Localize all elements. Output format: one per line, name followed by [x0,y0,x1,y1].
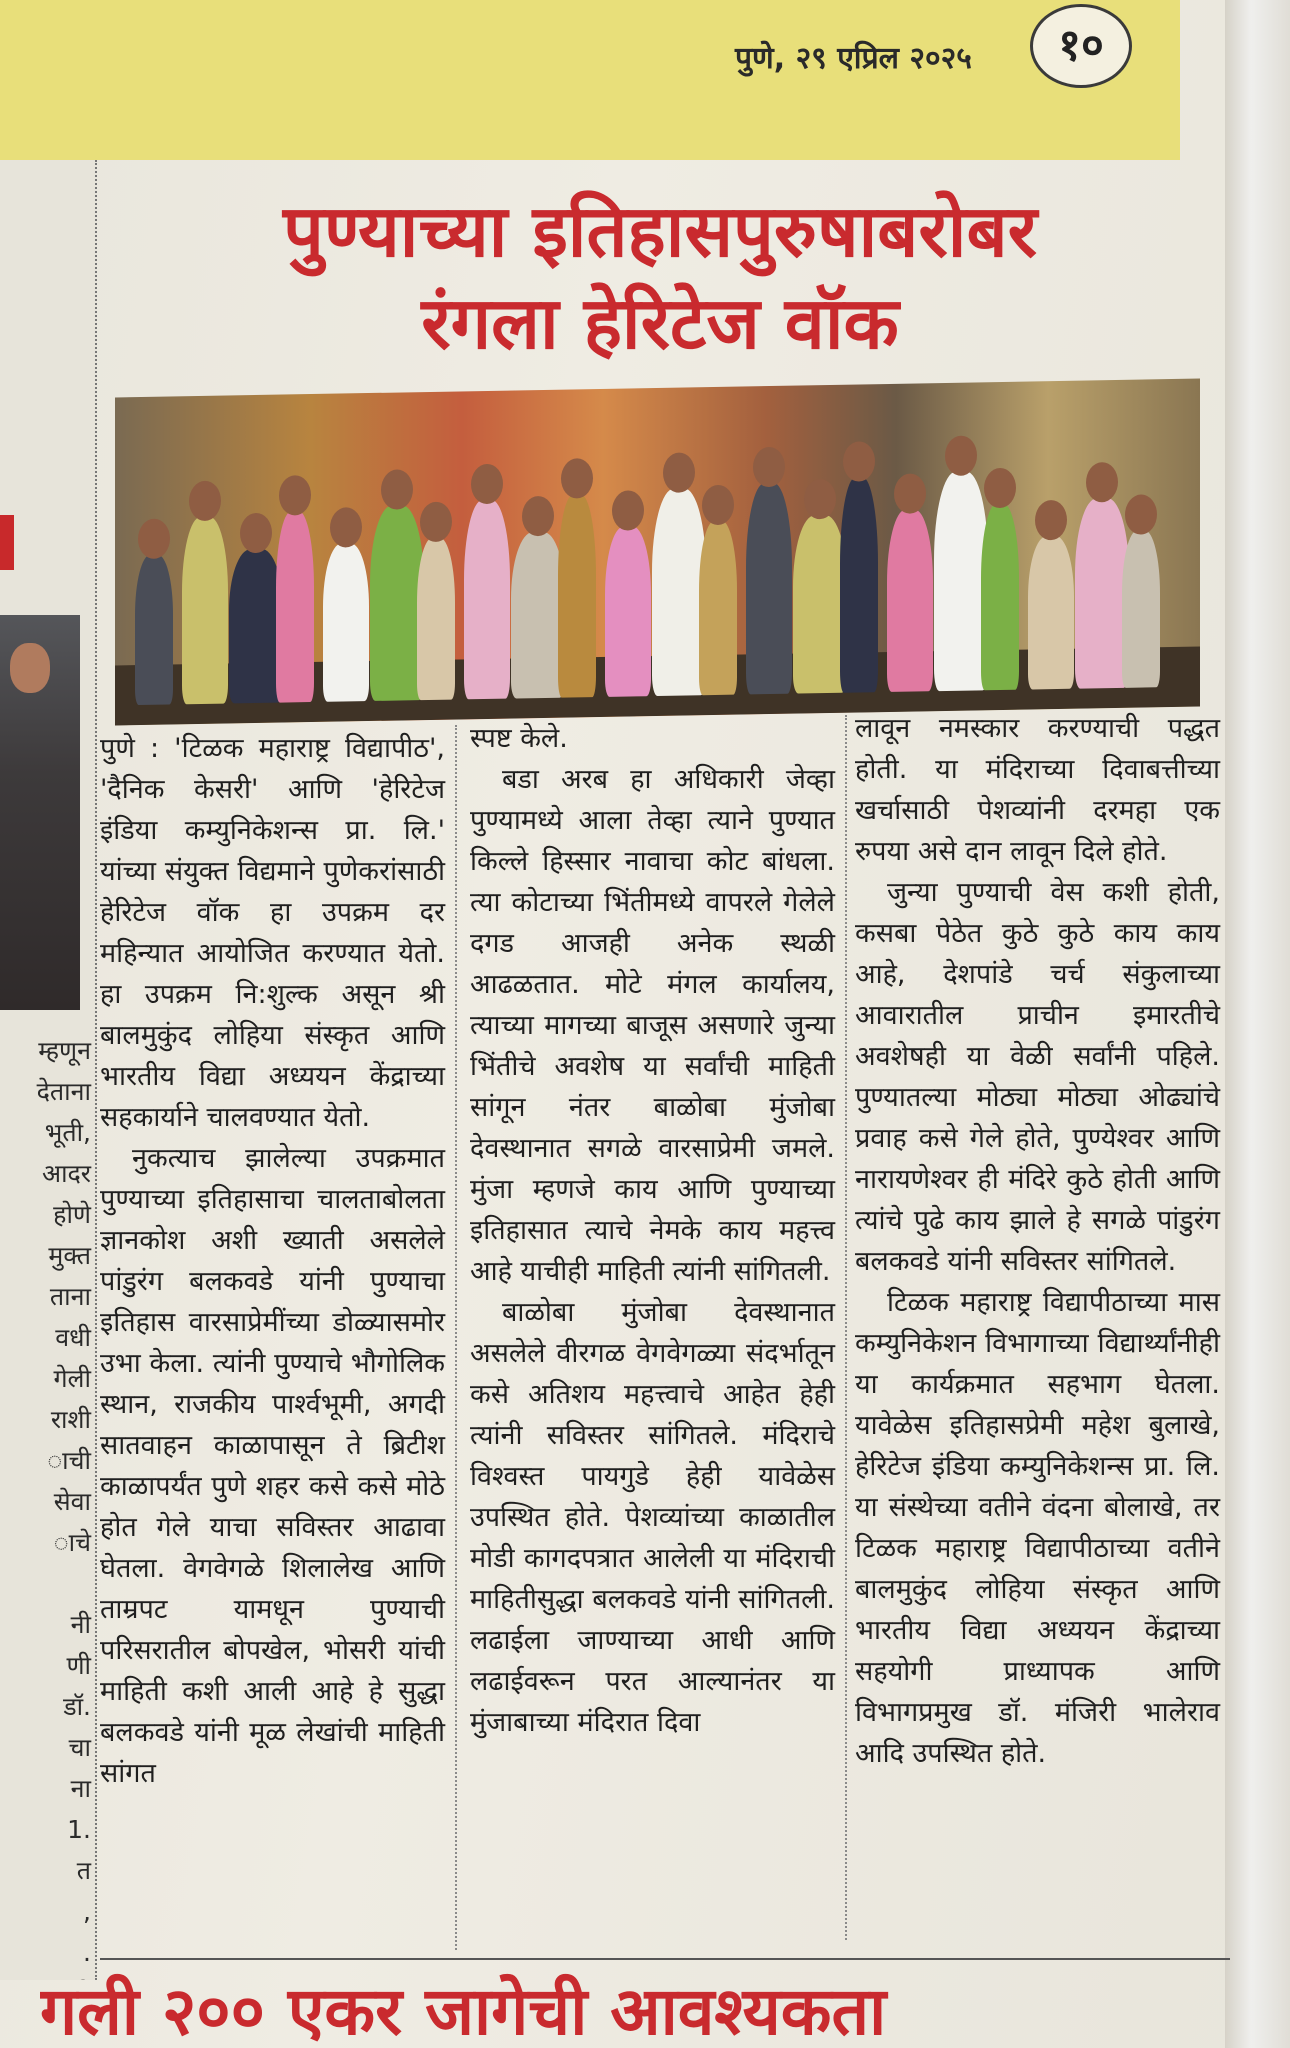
photo-figure [135,554,173,705]
bottom-rule [100,1958,1230,1960]
adjacent-text-fragment: डॉ. [63,1692,91,1721]
photo-figure [934,471,988,691]
adjacent-text-fragment: ना [70,1774,91,1803]
photo-figure [887,509,933,692]
photo-figure [370,505,424,701]
article-headline [120,185,1200,369]
next-article-headline: गली २०० एकर जागेची आवश्यकता [40,1973,887,2048]
adjacent-text-fragment: त [76,1856,91,1885]
issue-date: पुणे, २९ एप्रिल २०२५ [735,41,972,76]
adjacent-text-fragment: 1. [67,1815,91,1844]
page-edge-shadow [1225,0,1290,2048]
photo-figure [793,515,847,694]
adjacent-headline-fragment [0,515,14,570]
photo-figure [746,483,792,695]
photo-figure [605,526,651,697]
photo-figure [229,549,283,704]
adjacent-text-fragment: आदर [41,1159,91,1188]
photo-figure [464,500,510,700]
article-paragraph: लावून नमस्कार करण्याची पद्धत होती. या मंदिराच्या दिवाबत्तीच्या खर्चासाठी पेशव्यांनी दरमहा एक रुपया असे दान लावून दिले होते. [855,713,1220,867]
photo-figure [323,543,369,702]
adjacent-text-fragment: राशी [50,1405,91,1434]
adjacent-text-fragment: नी [70,1610,91,1639]
adjacent-text-fragment: होणे [53,1200,91,1229]
article-column-2 [470,718,835,1743]
adjacent-text-fragment [0,1563,95,1604]
adjacent-text-fragment: ताना [49,1282,91,1311]
photo-figure [182,516,228,704]
photo-figure [840,477,878,693]
adjacent-text-fragment: गेली [53,1364,91,1393]
column-separator [455,725,457,1950]
photo-figure [652,488,706,696]
article-column-1 [100,728,445,1794]
adjacent-text-fragment: देताना [36,1077,91,1106]
headline-line-2: रंगला हेरिटेज वॉक [421,281,899,365]
photo-figure [511,532,565,699]
adjacent-text-fragment: णी [66,1651,91,1680]
adjacent-text-fragment: भूती, [44,1118,91,1147]
adjacent-text-fragment: . [83,1938,91,1967]
masthead-band [0,0,1180,160]
adjacent-text-fragment: , [83,1897,91,1926]
adjacent-text-fragment: म्हणून [38,1036,91,1065]
page-number-badge: १० [1030,4,1132,88]
article-paragraph: पुणे : 'टिळक महाराष्ट्र विद्यापीठ', 'दैनिक केसरी' आणि 'हेरिटेज इंडिया कम्युनिकेशन्स प्रा. लि.' यांच्या संयुक्त विद्यमाने पुणेकरांसाठी हेरिटेज वॉक हा उपक्रम दर महिन्यात आयोजित करण्यात येतो. हा उपक्रम नि:शुल्क असून श्री बालमुकुंद लोहिया संस्कृत आणि भारतीय विद्या अध्ययन केंद्राच्या सहकार्याने चालवण्यात येतो. [100,733,445,1133]
photo-figure [417,538,455,701]
group-photo [115,379,1200,726]
article-paragraph: नुकत्याच झालेल्या उपक्रमात पुण्याच्या इतिहासाचा चालताबोलता ज्ञानकोश अशी ख्याती असलेले पांडुरंग बलकवडे यांनी पुण्याचा इतिहास वारसाप्रेमींच्या डोळ्यासमोर उभा केला. त्यांनी पुण्याचे भौगोलिक स्थान, राजकीय पार्श्वभूमी, अगदी सातवाहन काळापासून ते ब्रिटीश काळापर्यंत पुणे शहर कसे कसे मोठे होत गेले याचा सविस्तर आढावा घेतला. वेगवेगळे शिलालेख आणि ताम्रपट यामधून पुण्याची परिसरातील बोपखेल, भोसरी यांची माहिती कशी आली आहे हे सुद्धा बलकवडे यांनी मूळ लेखांची माहिती सांगत [100,1143,445,1789]
photo-figure [699,521,737,696]
adjacent-text-fragment: ाचे [53,1528,91,1557]
adjacent-text-fragment: सेवा [53,1487,91,1516]
article-paragraph: जुन्या पुण्याची वेस कशी होती, कसबा पेठेत कुठे कुठे काय काय आहे, देशपांडे चर्च संकुलाच्या आवारातील प्राचीन इमारतीचे अवशेषही या वेळी सर्वांनी पहिले. पुण्यातल्या मोठ्या मोठ्या ओढ्यांचे प्रवाह कसे गेले होते, पुण्येश्वर आणि नारायणेश्वर ही मंदिरे कुठे होती आणि त्यांचे पुढे काय झाले हे सगळे पांडुरंग बलकवडे यांनी सविस्तर सांगितले. [855,877,1220,1277]
article-paragraph: बडा अरब हा अधिकारी जेव्हा पुण्यामध्ये आला तेव्हा त्याने पुण्यात किल्ले हिस्सार नावाचा कोट बांधला. त्या कोटाच्या भिंतीमध्ये वापरले गेलेले दगड आजही अनेक स्थळी आढळतात. मोटे मंगल कार्यालय, त्याच्या मागच्या बाजूस असणारे जुन्या भिंतीचे अवशेष या सर्वांची माहिती सांगून नंतर बाळोबा मुंजोबा देवस्थानात सगळे वारसाप्रेमी जमले. मुंजा म्हणजे काय आणि पुण्याच्या इतिहासात त्याचे नेमके काय महत्त्व आहे याचीही माहिती त्यांनी सांगितली. [470,764,835,1287]
photo-figure [276,511,314,703]
adjacent-text-fragment: वधी [55,1323,91,1352]
article-paragraph: टिळक महाराष्ट्र विद्यापीठाच्या मास कम्युनिकेशन विभागाच्या विद्यार्थ्यांनीही या कार्यक्रमात सहभाग घेतला. यावेळेस इतिहासप्रेमी महेश बुलाखे, हेरिटेज इंडिया कम्युनिकेशन्स प्रा. लि. या संस्थेच्या वतीने वंदना बोलाखे, तर टिळक महाराष्ट्र विद्यापीठाच्या वतीने बालमुकुंद लोहिया संस्कृत आणि भारतीय विद्या अध्ययन केंद्राच्या सहयोगी प्राध्यापक आणि विभागप्रमुख डॉ. मंजिरी भालेराव आदि उपस्थित होते. [855,1287,1220,1769]
article-paragraph: स्पष्ट केले. [470,723,568,754]
adjacent-text-fragment: मुक्त [48,1241,91,1270]
adjacent-text-fragment: चा [68,1733,91,1762]
column-separator [845,715,847,1940]
photo-figure [1075,498,1129,689]
adjacent-text-fragment: ाची [47,1446,91,1475]
adjacent-article-text [0,1030,95,1980]
photo-figure [1028,536,1074,690]
photo-figure [1122,530,1160,688]
article-paragraph: बाळोबा मुंजोबा देवस्थानात असलेले वीरगळ वेगवेगळ्या संदर्भातून कसे अतिशय महत्त्वाचे आहेत हेही त्यांनी सविस्तर सांगितले. मंदिराचे विश्वस्त पायगुडे हेही यावेळेस उपस्थित होते. पेशव्यांच्या काळातील मोडी कागदपत्रात आलेली या मंदिराची माहितीसुद्धा बलकवडे यांनी सांगितली. लढाईला जाण्याच्या आधी आणि लढाईवरून परत आल्यानंतर या मुंजाबाच्या मंदिरात दिवा [470,1297,835,1738]
adjacent-article-strip [0,160,97,1980]
photo-figure [558,494,596,698]
photo-figure [981,504,1019,691]
article-column-3 [855,708,1220,1774]
adjacent-article-photo [0,615,80,1010]
headline-line-1: पुण्याच्या इतिहासपुरुषाबरोबर [282,189,1038,273]
